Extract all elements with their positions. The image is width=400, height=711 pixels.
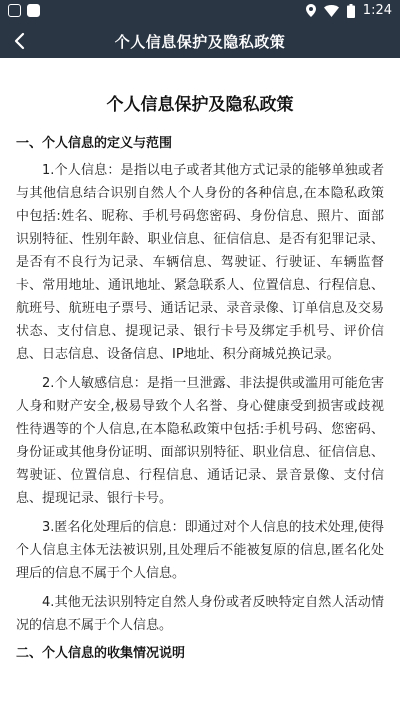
document-title: 个人信息保护及隐私政策 <box>106 95 294 115</box>
nav-title: 个人信息保护及隐私政策 <box>114 33 286 51</box>
navigation-bar <box>0 24 400 58</box>
paragraph-sensitive-info: 2.个人敏感信息：是指一旦泄露、非法提供或滥用可能危害人身和财产安全,极易导致个人名誉、身心健康受到损害或歧视性待遇等的个人信息,在本隐私政策中包括:手机号码、您密码、身份证或其他身份证明、面部识别特征、职业信息、征信信息、驾驶证、位置信息、行程信息、通话记录、景音景像、支付信息、提现记录、银行卡号。 <box>16 376 384 506</box>
wifi-icon <box>324 5 339 17</box>
notification-app-icon <box>8 4 21 17</box>
policy-content[interactable] <box>0 58 400 711</box>
section-heading-1: 一、个人信息的定义与范围 <box>16 136 173 151</box>
battery-icon <box>347 4 355 18</box>
section-heading-2: 二、个人信息的收集情况说明 <box>16 646 186 661</box>
paragraph-anonymized-info: 3.匿名化处理后的信息：即通过对个人信息的技术处理,使得个人信息主体无法被识别,且处理后不能被复原的信息,匿名化处理后的信息不属于个人信息。 <box>16 520 384 581</box>
location-icon <box>306 4 316 17</box>
status-time: 1:24 <box>362 3 392 18</box>
paragraph-other-info: 4.其他无法识别特定自然人身份或者反映特定自然人活动情况的信息不属于个人信息。 <box>16 595 384 633</box>
paragraph-personal-info: 1.个人信息：是指以电子或者其他方式记录的能够单独或者与其他信息结合识别自然人个人身份的各种信息,在本隐私政策中包括:姓名、昵称、手机号码您密码、身份信息、照片、面部识别特征、性别年龄、职业信息、征信信息、是否有犯罪记录、是否有不良行为记录、车辆信息、驾驶证、行驶证、车辆监督卡、常用地址、通讯地址、紧急联系人、位置信息、行程信息、航班号、航班电子票号、通话记录、录音录像、订单信息及交易状态、支付信息、提现记录、银行卡号及绑定手机号、评价信息、日志信息、设备信息、IP地址、积分商城兑换记录。 <box>16 163 384 362</box>
status-right <box>306 3 392 18</box>
notification-square-icon <box>27 4 40 17</box>
status-bar <box>0 0 400 24</box>
status-left <box>8 4 40 17</box>
